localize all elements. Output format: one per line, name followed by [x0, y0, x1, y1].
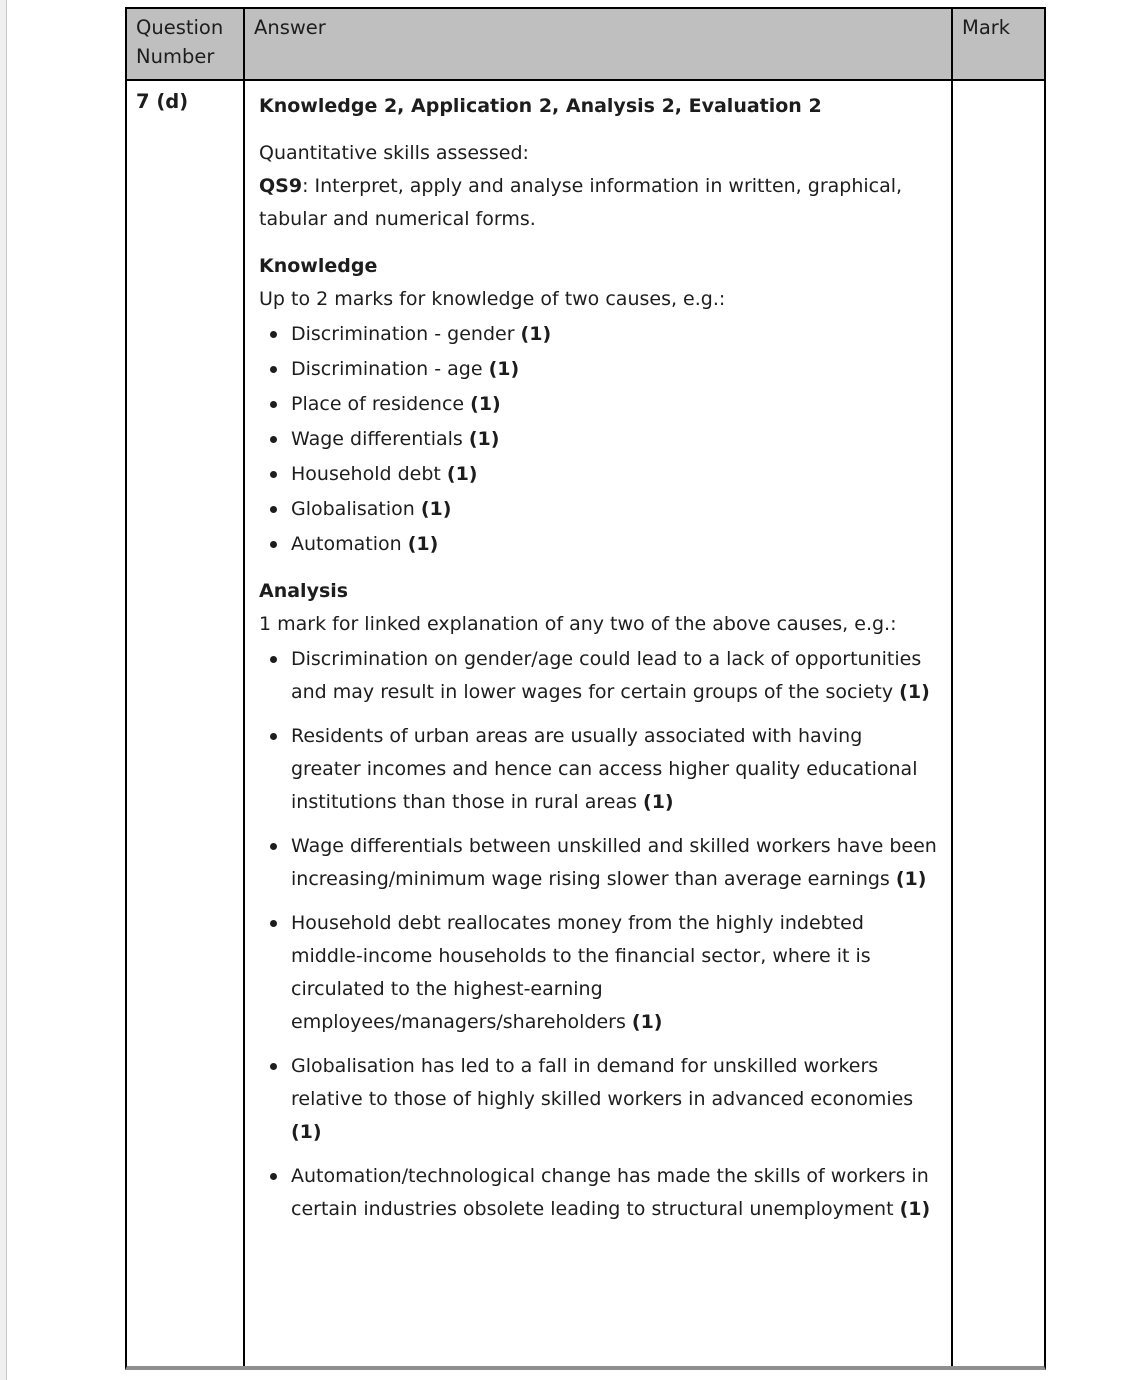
knowledge-intro: Up to 2 marks for knowledge of two causes, e.g.:: [259, 288, 726, 310]
mark-point: (1): [643, 791, 674, 813]
mark-point: (1): [899, 1198, 931, 1220]
page-edge-line: [0, 0, 7, 1380]
quantitative-skills-block: [259, 137, 937, 236]
header-question-number: Question Number: [127, 9, 245, 79]
quant-skill-desc: : Interpret, apply and analyse information in written, graphical, tabular and numerical forms.: [259, 175, 903, 230]
mark-point: (1): [446, 463, 478, 485]
list-item: Residents of urban areas are usually associated with having greater incomes and hence can access higher quality educational institutions than those in rural areas (1): [259, 720, 937, 819]
knowledge-heading: Knowledge: [259, 255, 378, 277]
list-item: Wage differentials (1): [259, 423, 937, 456]
mark-point: (1): [895, 868, 927, 890]
mark-point: (1): [631, 1011, 663, 1033]
list-item: Automation/technological change has made the skills of workers in certain industries obsolete leading to structural unemployment (1): [259, 1160, 937, 1226]
mark-point: (1): [407, 533, 439, 555]
answer-cell: [245, 81, 953, 1366]
mark-scheme-table: [125, 7, 1046, 1370]
header-mark: Mark: [962, 16, 1011, 39]
answer-title: Knowledge 2, Application 2, Analysis 2, Evaluation 2: [259, 95, 822, 117]
list-item: Place of residence (1): [259, 388, 937, 421]
list-item: Wage differentials between unskilled and skilled workers have been increasing/minimum wage rising slower than average earnings (1): [259, 830, 937, 896]
mark-point: (1): [470, 393, 501, 415]
list-item: Discrimination on gender/age could lead to a lack of opportunities and may result in lower wages for certain groups of the society (1): [259, 643, 937, 709]
analysis-heading: Analysis: [259, 580, 349, 602]
mark-point: (1): [420, 498, 452, 520]
mark-point: (1): [520, 323, 552, 345]
analysis-section: [259, 575, 937, 1226]
list-item: Globalisation (1): [259, 493, 937, 526]
list-item: Globalisation has led to a fall in demand for unskilled workers relative to those of highly skilled workers in advanced economies (1): [259, 1050, 937, 1149]
quant-skill-line: [259, 170, 937, 236]
knowledge-bullet-list: [259, 318, 937, 561]
list-item: Automation (1): [259, 528, 937, 561]
list-item: Household debt (1): [259, 458, 937, 491]
mark-point: (1): [488, 358, 520, 380]
list-item: Discrimination - gender (1): [259, 318, 937, 351]
list-item: Household debt reallocates money from the highly indebted middle-income households to the financial sector, where it is circulated to the highest-earning employees/managers/shareholders (1): [259, 907, 937, 1039]
knowledge-section: [259, 250, 937, 561]
quant-intro: Quantitative skills assessed:: [259, 142, 529, 164]
mark-point: (1): [291, 1121, 322, 1143]
quant-skill-code: QS9: [259, 175, 303, 197]
question-number-cell: 7 (d): [127, 81, 245, 1366]
mark-cell: [953, 81, 1044, 1366]
analysis-intro: 1 mark for linked explanation of any two of the above causes, e.g.:: [259, 613, 897, 635]
analysis-bullet-list: [259, 643, 937, 1226]
mark-point: (1): [468, 428, 500, 450]
list-item: Discrimination - age (1): [259, 353, 937, 386]
table-header-row: [127, 9, 1044, 81]
header-answer: Answer: [245, 9, 953, 79]
mark-point: (1): [899, 681, 930, 703]
table-body-row: [127, 81, 1044, 1366]
